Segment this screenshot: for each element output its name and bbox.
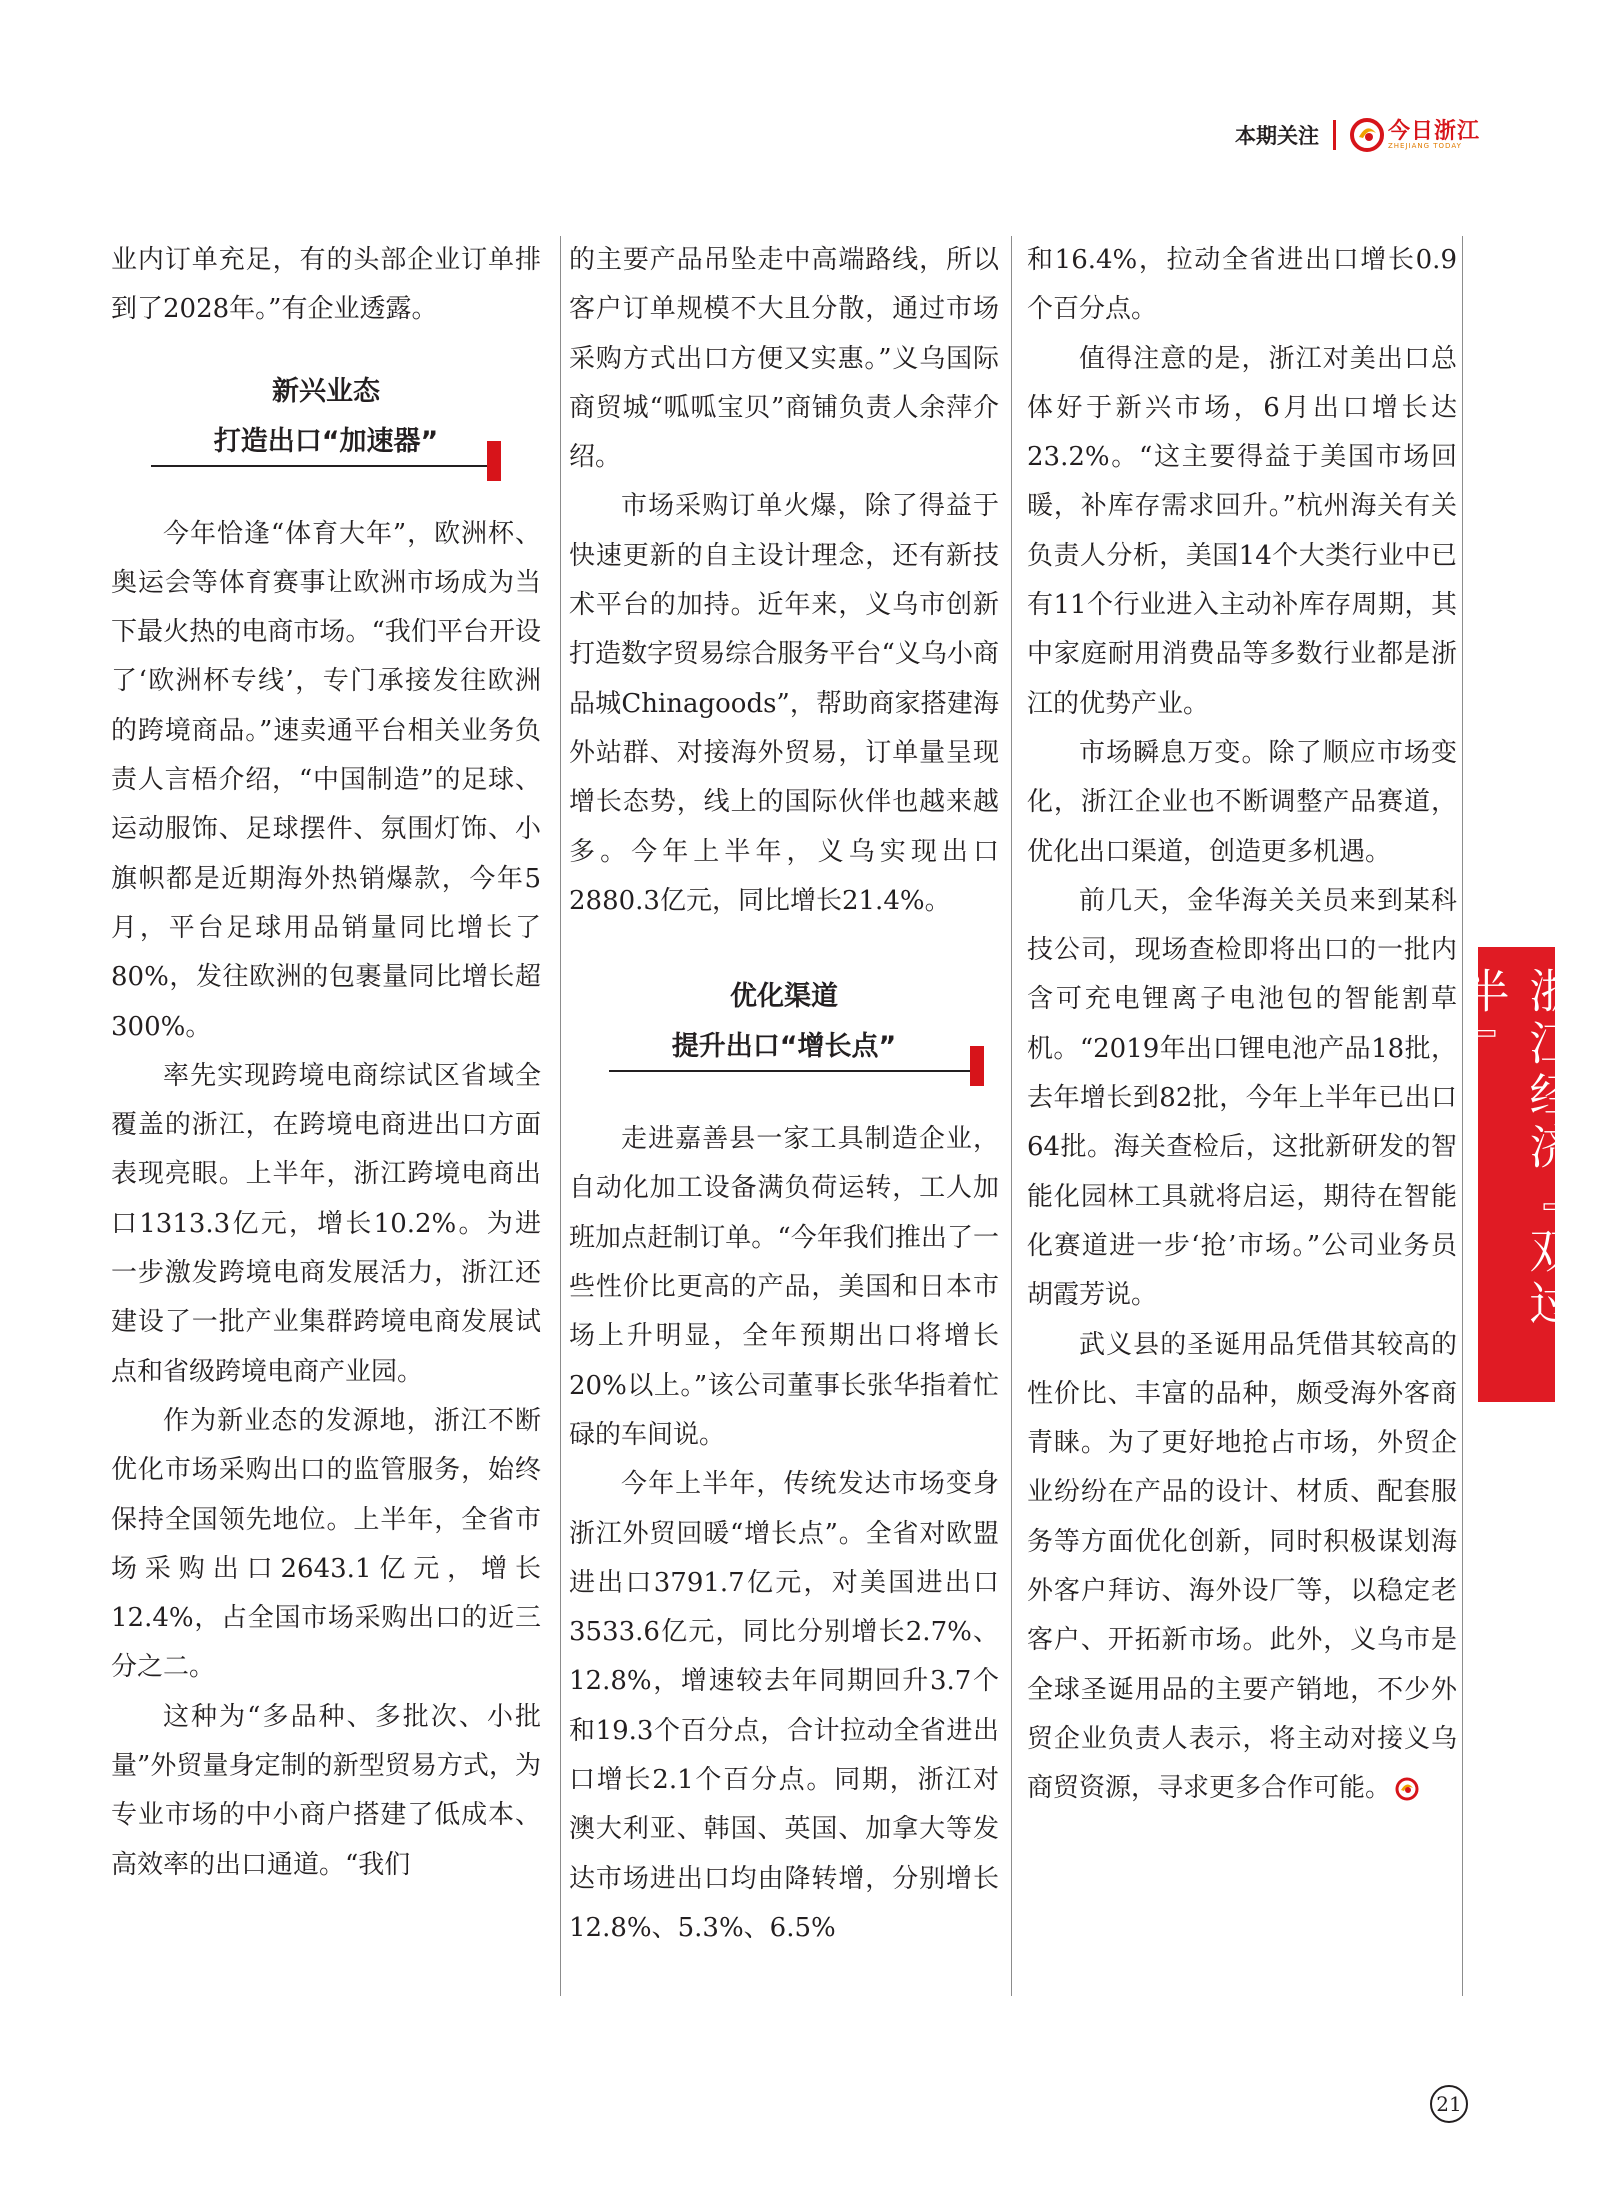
paragraph: 市场采购订单火爆，除了得益于快速更新的自主设计理念，还有新技术平台的加持。近年来，义乌市创新打造数字贸易综合服务平台“义乌小商品城Chinagoods”，帮助商家搭建海外站群、对接海外贸易，订单量呈现增长态势，线上的国际伙伴也越来越多。今年上半年，义乌实现出口2880.3亿元，同比增长21.4%。 bbox=[569, 491, 999, 916]
paragraph: 业内订单充足，有的头部企业订单排到了2028年。”有企业透露。 bbox=[111, 245, 541, 325]
column-2 bbox=[569, 236, 999, 1953]
magazine-logo bbox=[1350, 118, 1480, 152]
subheading-line2: 打造出口“加速器” bbox=[213, 425, 439, 457]
paragraph: 的主要产品吊坠走中高端路线，所以客户订单规模不大且分散，通过市场采购方式出口方便又实惠。”义乌国际商贸城“呱呱宝贝”商铺负责人余萍介绍。 bbox=[569, 245, 999, 473]
swirl-logo-icon bbox=[1350, 118, 1384, 152]
paragraph: 作为新业态的发源地，浙江不断优化市场采购出口的监管服务，始终保持全国领先地位。上半年，全省市场采购出口2643.1亿元，增长12.4%，占全国市场采购出口的近三分之二。 bbox=[111, 1405, 541, 1683]
paragraph: 这种为“多品种、多批次、小批量”外贸量身定制的新型贸易方式，为专业市场的中小商户搭建了低成本、高效率的出口通道。“我们 bbox=[111, 1701, 541, 1880]
column-rule-2 bbox=[1011, 236, 1012, 1996]
paragraph: 和16.4%，拉动全省进出口增长0.9个百分点。 bbox=[1027, 245, 1457, 325]
paragraph: 市场瞬息万变。除了顺应市场变化，浙江企业也不断调整产品赛道，优化出口渠道，创造更多机遇。 bbox=[1027, 737, 1457, 867]
section-label: 本期关注 bbox=[1234, 124, 1319, 148]
subheading-line1: 优化渠道 bbox=[730, 981, 838, 1013]
subheading-line1: 新兴业态 bbox=[272, 375, 380, 407]
logo-english: ZHEJIANG TODAY bbox=[1387, 141, 1462, 150]
paragraph: 前几天，金华海关关员来到某科技公司，现场查检即将出口的一批内含可充电锂离子电池包的智能割草机。“2019年出口锂电池产品18批，去年增长到82批，今年上半年已出口64批。海关查检后，这批新研发的智能化园林工具就将启运，期待在智能化赛道进一步‘抢’市场。”公司业务员胡霞芳说。 bbox=[1027, 885, 1457, 1311]
paragraph: 值得注意的是，浙江对美出口总体好于新兴市场，6月出口增长达23.2%。“这主要得益于美国市场回暖，补库存需求回升。”杭州海关有关负责人分析，美国14个大类行业中已有11个行业进入主动补库存周期，其中家庭耐用消费品等多数行业都是浙江的优势产业。 bbox=[1027, 343, 1457, 719]
page-number: 21 bbox=[1430, 2085, 1468, 2123]
column-1 bbox=[111, 236, 541, 1890]
subheading-emerging-formats bbox=[111, 335, 541, 510]
side-tab-label: 浙江经济『双过半』 bbox=[1456, 967, 1577, 1331]
logo-chinese: 今日浙江 bbox=[1387, 117, 1480, 144]
paragraph-text: 武义县的圣诞用品凭借其较高的性价比、丰富的品种，颇受海外客商青睐。为了更好地抢占市场，外贸企业纷纷在产品的设计、材质、配套服务等方面优化创新，同时积极谋划海外客户拜访、海外设厂等，以稳定老客户、开拓新市场。此外，义乌市是全球圣诞用品的主要产销地，不少外贸企业负责人表示，将主动对接义乌商贸资源，寻求更多合作可能。 bbox=[1027, 1329, 1457, 1804]
subheading-underline bbox=[151, 465, 501, 467]
paragraph bbox=[1027, 1321, 1457, 1814]
paragraph: 率先实现跨境电商综试区省域全覆盖的浙江，在跨境电商进出口方面表现亮眼。上半年，浙江跨境电商出口1313.3亿元，增长10.2%。为进一步激发跨境电商发展活力，浙江还建设了一批产业集群跨境电商发展试点和省级跨境电商产业园。 bbox=[111, 1060, 541, 1387]
page-header bbox=[1235, 118, 1480, 152]
column-3 bbox=[1027, 236, 1457, 1814]
paragraph: 今年上半年，传统发达市场变身浙江外贸回暖“增长点”。全省对欧盟进出口3791.7亿元，对美国进出口3533.6亿元，同比分别增长2.7%、12.8%，增速较去年同期回升3.7个和19.3个百分点，合计拉动全省进出口增长2.1个百分点。同期，浙江对澳大利亚、韩国、英国、加拿大等发达市场进出口均由降转增，分别增长12.8%、5.3%、6.5% bbox=[569, 1469, 999, 1943]
column-rule-1 bbox=[560, 236, 561, 1996]
side-tab bbox=[1456, 947, 1577, 1402]
subheading-line2: 提升出口“增长点” bbox=[671, 1031, 897, 1063]
subheading-red-block bbox=[487, 441, 501, 481]
paragraph: 走进嘉善县一家工具制造企业，自动化加工设备满负荷运转，工人加班加点赶制订单。“今年我们推出了一些性价比更高的产品，美国和日本市场上升明显，全年预期出口将增长20%以上。”该公司董事长张华指着忙碌的车间说。 bbox=[569, 1124, 999, 1450]
header-divider bbox=[1333, 120, 1336, 150]
subheading-red-block bbox=[970, 1046, 984, 1086]
subheading-underline bbox=[609, 1070, 984, 1072]
end-mark-icon bbox=[1395, 1777, 1419, 1801]
paragraph: 今年恰逢“体育大年”，欧洲杯、奥运会等体育赛事让欧洲市场成为当下最火热的电商市场。“我们平台开设了‘欧洲杯专线’，专门承接发往欧洲的跨境商品。”速卖通平台相关业务负责人言梧介绍，“中国制造”的足球、运动服饰、足球摆件、氛围灯饰、小旗帜都是近期海外热销爆款，今年5月，平台足球用品销量同比增长了80%，发往欧洲的包裹量同比增长超300%。 bbox=[111, 518, 541, 1042]
subheading-optimize-channels bbox=[569, 940, 999, 1115]
